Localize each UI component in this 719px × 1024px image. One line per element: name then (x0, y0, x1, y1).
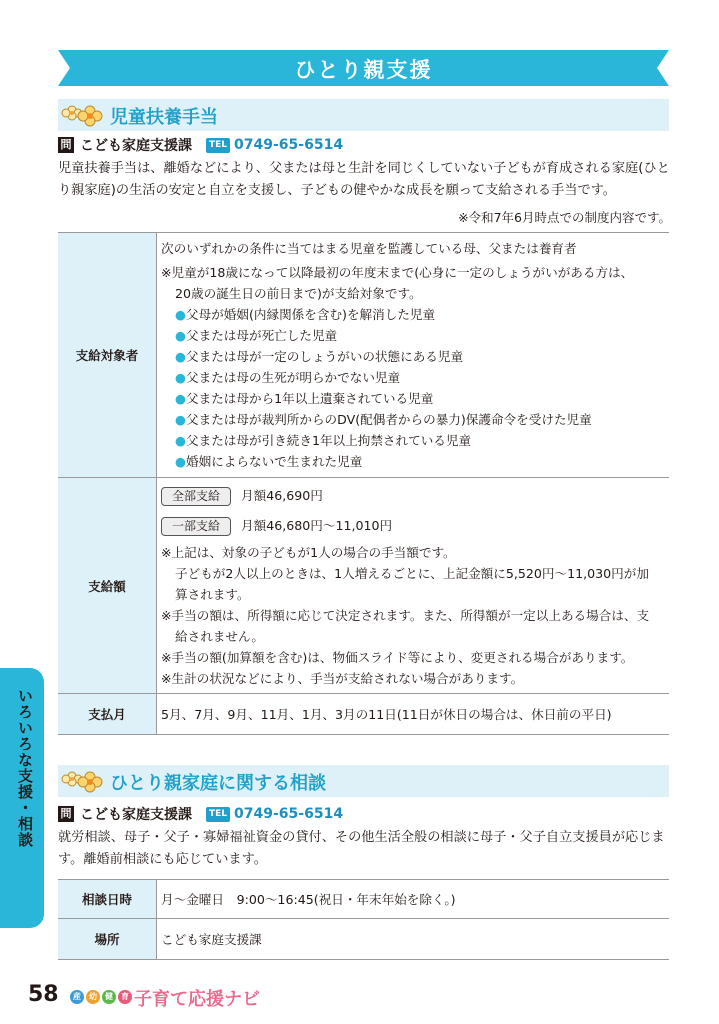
row-label: 支給額 (58, 478, 157, 694)
contact-line (58, 804, 343, 824)
row-label: 支払月 (58, 694, 157, 735)
category-icon: 幼 (86, 990, 100, 1004)
list-item: ●父または母から1年以上遺棄されている児童 (175, 391, 434, 406)
row-label: 相談日時 (58, 880, 157, 919)
table-row (58, 478, 669, 694)
row-value: 月～金曜日 9:00～16:45(祝日・年末年始を除く。) (157, 880, 670, 919)
amount-note: ※上記は、対象の子どもが1人の場合の手当額です。 (161, 545, 456, 560)
list-item: ●父または母の生死が明らかでない児童 (175, 370, 401, 385)
bullet-icon: ● (175, 454, 186, 469)
tel-number[interactable]: 0749-65-6514 (234, 137, 344, 153)
page-title: ひとり親支援 (294, 58, 433, 82)
side-tab-label: いろいろな支援・相談 (16, 688, 34, 848)
page-title-banner (58, 50, 669, 86)
row-label: 場所 (58, 919, 157, 960)
contact-org: こども家庭支援課 (80, 138, 192, 154)
bullet-icon: ● (175, 433, 186, 448)
eligibility-note: ※児童が18歳になって以降最初の年度末まで(心身に一定のしょうがいがある方は、 (161, 265, 634, 280)
amount-note: 給されません。 (175, 629, 264, 644)
partial-amount-line: 一部支給 月額46,680円～11,010円 (161, 515, 663, 536)
amount-note: ※手当の額(加算額を含む)は、物価スライド等により、変更される場合があります。 (161, 650, 634, 665)
table-row (58, 919, 669, 960)
section-header-consultation (58, 765, 669, 797)
bullet-icon: ● (175, 370, 186, 385)
list-item: ●父または母が引き続き1年以上拘禁されている児童 (175, 433, 472, 448)
table-row (58, 880, 669, 919)
list-item: ●父または母が死亡した児童 (175, 328, 338, 343)
inquiry-icon: 問 (58, 806, 74, 822)
row-value (157, 478, 670, 694)
page-number: 58 (28, 982, 59, 1007)
allowance-table (58, 232, 669, 735)
list-item: ●父または母が一定のしょうがいの状態にある児童 (175, 349, 464, 364)
category-icon: 産 (70, 990, 84, 1004)
category-icon: 健 (102, 990, 116, 1004)
bullet-icon: ● (175, 307, 186, 322)
contact-line (58, 135, 343, 155)
table-row (58, 694, 669, 735)
flower-icon (60, 767, 104, 795)
full-amount-line: 全部支給 月額46,690円 (161, 485, 663, 506)
section-header-child-allowance (58, 99, 669, 131)
list-item: ●父または母が裁判所からのDV(配偶者からの暴力)保護命令を受けた児童 (175, 412, 592, 427)
row-value: 5月、7月、9月、11月、1月、3月の11日(11日が休日の場合は、休日前の平日) (157, 694, 670, 735)
tel-icon: TEL (206, 138, 230, 153)
amount-note: 算されます。 (175, 587, 250, 602)
intro-text: 児童扶養手当は、離婚などにより、父または母と生計を同じくしていない子どもが育成される家庭(ひとり親家庭)の生活の安定と自立を支援し、子どもの健やかな成長を願って支給される手当です。 (58, 161, 670, 198)
flower-icon (60, 101, 104, 129)
bullet-icon: ● (175, 349, 186, 364)
category-icon: 育 (118, 990, 132, 1004)
row-value: こども家庭支援課 (157, 919, 670, 960)
footer-icons (70, 990, 132, 1004)
section-title: ひとり親家庭に関する相談 (110, 773, 326, 794)
consultation-table (58, 879, 669, 960)
amount-note: 子どもが2人以上のときは、1人増えるごとに、上記金額に5,520円～11,030円が加 (175, 566, 649, 581)
note-text: ※令和7年6月時点での制度内容です。 (458, 210, 671, 225)
table-row (58, 233, 669, 478)
intro-text: 就労相談、母子・父子・寡婦福祉資金の貸付、その他生活全般の相談に母子・父子自立支援員が応じます。離婚前相談にも応じています。 (58, 830, 665, 867)
eligibility-lead: 次のいずれかの条件に当てはまる児童を監護している母、父または養育者 (161, 241, 577, 256)
tel-number[interactable]: 0749-65-6514 (234, 806, 344, 822)
list-item: ●父母が婚姻(内縁関係を含む)を解消した児童 (175, 307, 436, 322)
bullet-icon: ● (175, 391, 186, 406)
contact-org: こども家庭支援課 (80, 807, 192, 823)
amount-note: ※生計の状況などにより、手当が支給されない場合があります。 (161, 671, 524, 686)
tel-icon: TEL (206, 807, 230, 822)
amount-note: ※手当の額は、所得額に応じて決定されます。また、所得額が一定以上ある場合は、支 (161, 608, 650, 623)
footer-title: 子育て応援ナビ (134, 989, 260, 1010)
full-payment-tag: 全部支給 (161, 487, 231, 506)
eligibility-note: 20歳の誕生日の前日まで)が支給対象です。 (175, 286, 422, 301)
inquiry-icon: 問 (58, 137, 74, 153)
section-title: 児童扶養手当 (110, 107, 218, 128)
row-value (157, 233, 670, 478)
partial-payment-tag: 一部支給 (161, 517, 231, 536)
list-item: ●婚姻によらないで生まれた児童 (175, 454, 363, 469)
bullet-icon: ● (175, 412, 186, 427)
bullet-icon: ● (175, 328, 186, 343)
row-label: 支給対象者 (58, 233, 157, 478)
